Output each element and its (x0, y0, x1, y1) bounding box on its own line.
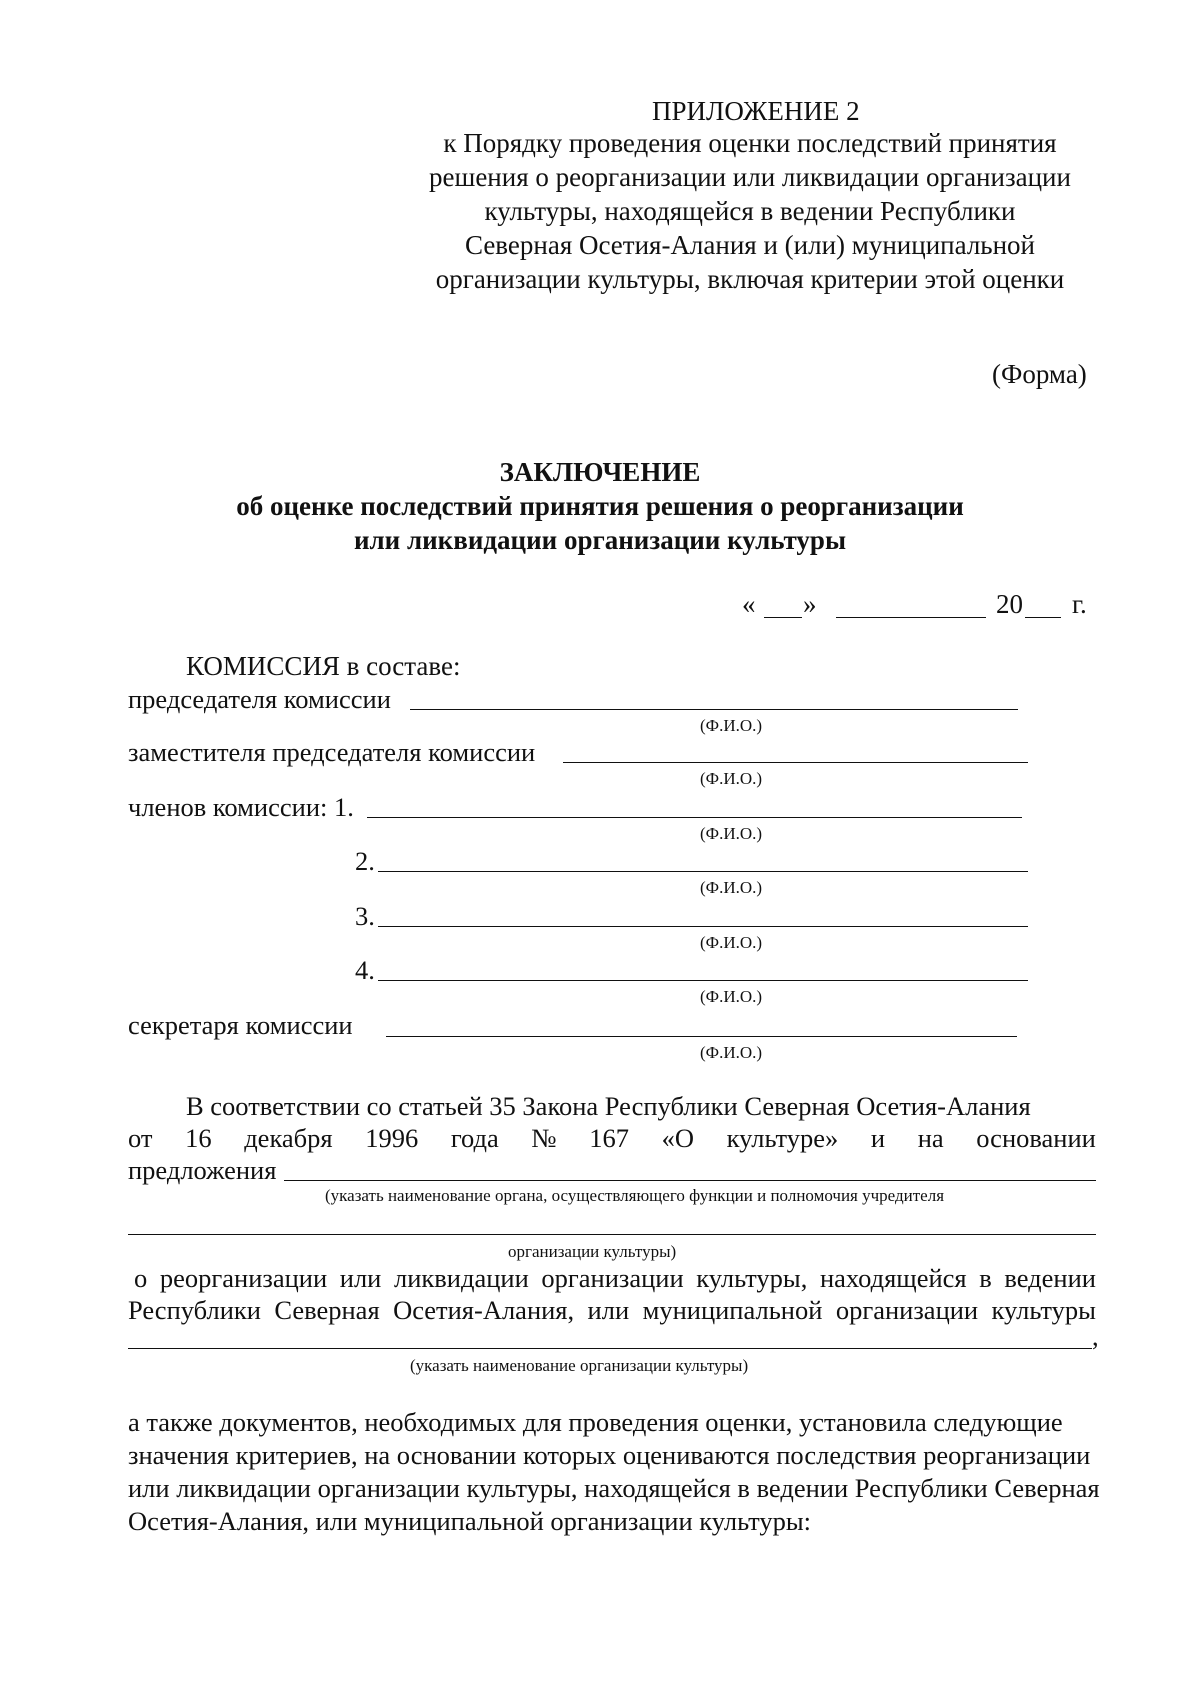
word: организации (835, 1295, 979, 1325)
member-1-field[interactable] (367, 817, 1022, 818)
word: Северная (274, 1295, 380, 1325)
proposal-organ-field-2[interactable] (128, 1234, 1096, 1235)
word: Осетия-Алания, (393, 1295, 575, 1325)
word: культуры (991, 1295, 1096, 1325)
word: 167 (589, 1123, 630, 1153)
fio-caption: (Ф.И.О.) (700, 824, 763, 843)
word: 16 (185, 1123, 212, 1153)
member-2-label: 2. (355, 846, 375, 876)
appendix-line: к Порядку проведения оценки последствий принятия (443, 128, 1057, 158)
word: муниципальной (642, 1295, 823, 1325)
word: Республики (128, 1295, 261, 1325)
word: в (979, 1263, 992, 1293)
appendix-line: культуры, находящейся в ведении Республики (484, 196, 1016, 226)
form-label: (Форма) (992, 359, 1087, 389)
appendix-line: Северная Осетия-Алания и (или) муниципальной (464, 230, 1036, 260)
commission-intro: КОМИССИЯ в составе: (186, 651, 461, 681)
appendix-description (400, 126, 1100, 296)
paragraph-3 (128, 1406, 1100, 1538)
word: и (870, 1123, 886, 1153)
word: основании (976, 1123, 1096, 1153)
trailing-comma: , (1092, 1321, 1099, 1351)
date-year-suffix: г. (1072, 589, 1087, 619)
secretary-field[interactable] (386, 1036, 1017, 1037)
paragraph-2-line-2 (128, 1294, 1096, 1326)
member-2-field[interactable] (378, 871, 1028, 872)
date-close-quote: » (803, 589, 817, 619)
date-open-quote: « (742, 589, 756, 619)
proposal-organ-field[interactable] (284, 1180, 1096, 1181)
word: года (450, 1123, 499, 1153)
fio-caption: (Ф.И.О.) (700, 987, 763, 1006)
fio-caption: (Ф.И.О.) (700, 933, 763, 952)
document-heading (150, 455, 1050, 557)
caption-org-name: (указать наименование организации культуры) (410, 1356, 749, 1375)
date-year-prefix: 20 (996, 589, 1023, 619)
members-label: членов комиссии: 1. (128, 792, 354, 822)
date-day-blank[interactable] (764, 617, 802, 618)
word: на (917, 1123, 944, 1153)
paragraph-1-line-3: предложения (128, 1155, 277, 1185)
date-year-blank[interactable] (1025, 617, 1061, 618)
member-3-field[interactable] (378, 926, 1028, 927)
paragraph-1-line-1: В соответствии со статьей 35 Закона Республики Северная Осетия-Алания (186, 1091, 1031, 1121)
fio-caption: (Ф.И.О.) (700, 769, 763, 788)
caption-organ-1: (указать наименование органа, осуществляющего функции и полномочия учредителя (325, 1186, 945, 1205)
heading-title: ЗАКЛЮЧЕНИЕ (499, 457, 701, 487)
word: декабря (244, 1123, 333, 1153)
paragraph-1-line-2 (128, 1122, 1096, 1154)
member-3-label: 3. (355, 901, 375, 931)
appendix-title: ПРИЛОЖЕНИЕ 2 (652, 96, 860, 126)
word: № (531, 1123, 557, 1153)
fio-caption: (Ф.И.О.) (700, 716, 763, 735)
fio-caption: (Ф.И.О.) (700, 1043, 763, 1062)
word: организации (541, 1263, 684, 1293)
heading-line-2: или ликвидации организации культуры (353, 525, 847, 555)
word: «О (661, 1123, 695, 1153)
member-4-field[interactable] (378, 980, 1028, 981)
paragraph-3-line: значения критериев, на основании которых оцениваются последствия реорганизации (128, 1440, 1091, 1470)
organization-name-field[interactable] (128, 1348, 1092, 1349)
word: или (339, 1263, 382, 1293)
word: от (128, 1123, 153, 1153)
caption-organ-2: организации культуры) (508, 1242, 677, 1261)
paragraph-3-line: или ликвидации организации культуры, находящейся в ведении Республики Северная (128, 1473, 1100, 1503)
deputy-field[interactable] (563, 762, 1028, 763)
date-month-blank[interactable] (836, 617, 986, 618)
paragraph-3-line: а также документов, необходимых для проведения оценки, установила следующие (128, 1407, 1063, 1437)
word: о (134, 1263, 148, 1293)
word: культуре» (726, 1123, 839, 1153)
secretary-label: секретаря комиссии (128, 1010, 353, 1040)
paragraph-3-line: Осетия-Алания, или муниципальной организации культуры: (128, 1506, 812, 1536)
word: 1996 (365, 1123, 419, 1153)
word: находящейся (819, 1263, 967, 1293)
appendix-line: организации культуры, включая критерии этой оценки (435, 264, 1065, 294)
deputy-label: заместителя председателя комиссии (128, 737, 536, 767)
chairman-label: председателя комиссии (128, 684, 391, 714)
word: ведении (1004, 1263, 1096, 1293)
word: или (587, 1295, 630, 1325)
fio-caption: (Ф.И.О.) (700, 878, 763, 897)
word: культуры, (696, 1263, 808, 1293)
appendix-line: решения о реорганизации или ликвидации организации (429, 162, 1071, 192)
member-4-label: 4. (355, 955, 375, 985)
word: реорганизации (159, 1263, 328, 1293)
heading-line-1: об оценке последствий принятия решения о реорганизации (236, 491, 964, 521)
word: ликвидации (394, 1263, 529, 1293)
paragraph-2-line-1 (134, 1262, 1096, 1294)
chairman-field[interactable] (410, 709, 1018, 710)
